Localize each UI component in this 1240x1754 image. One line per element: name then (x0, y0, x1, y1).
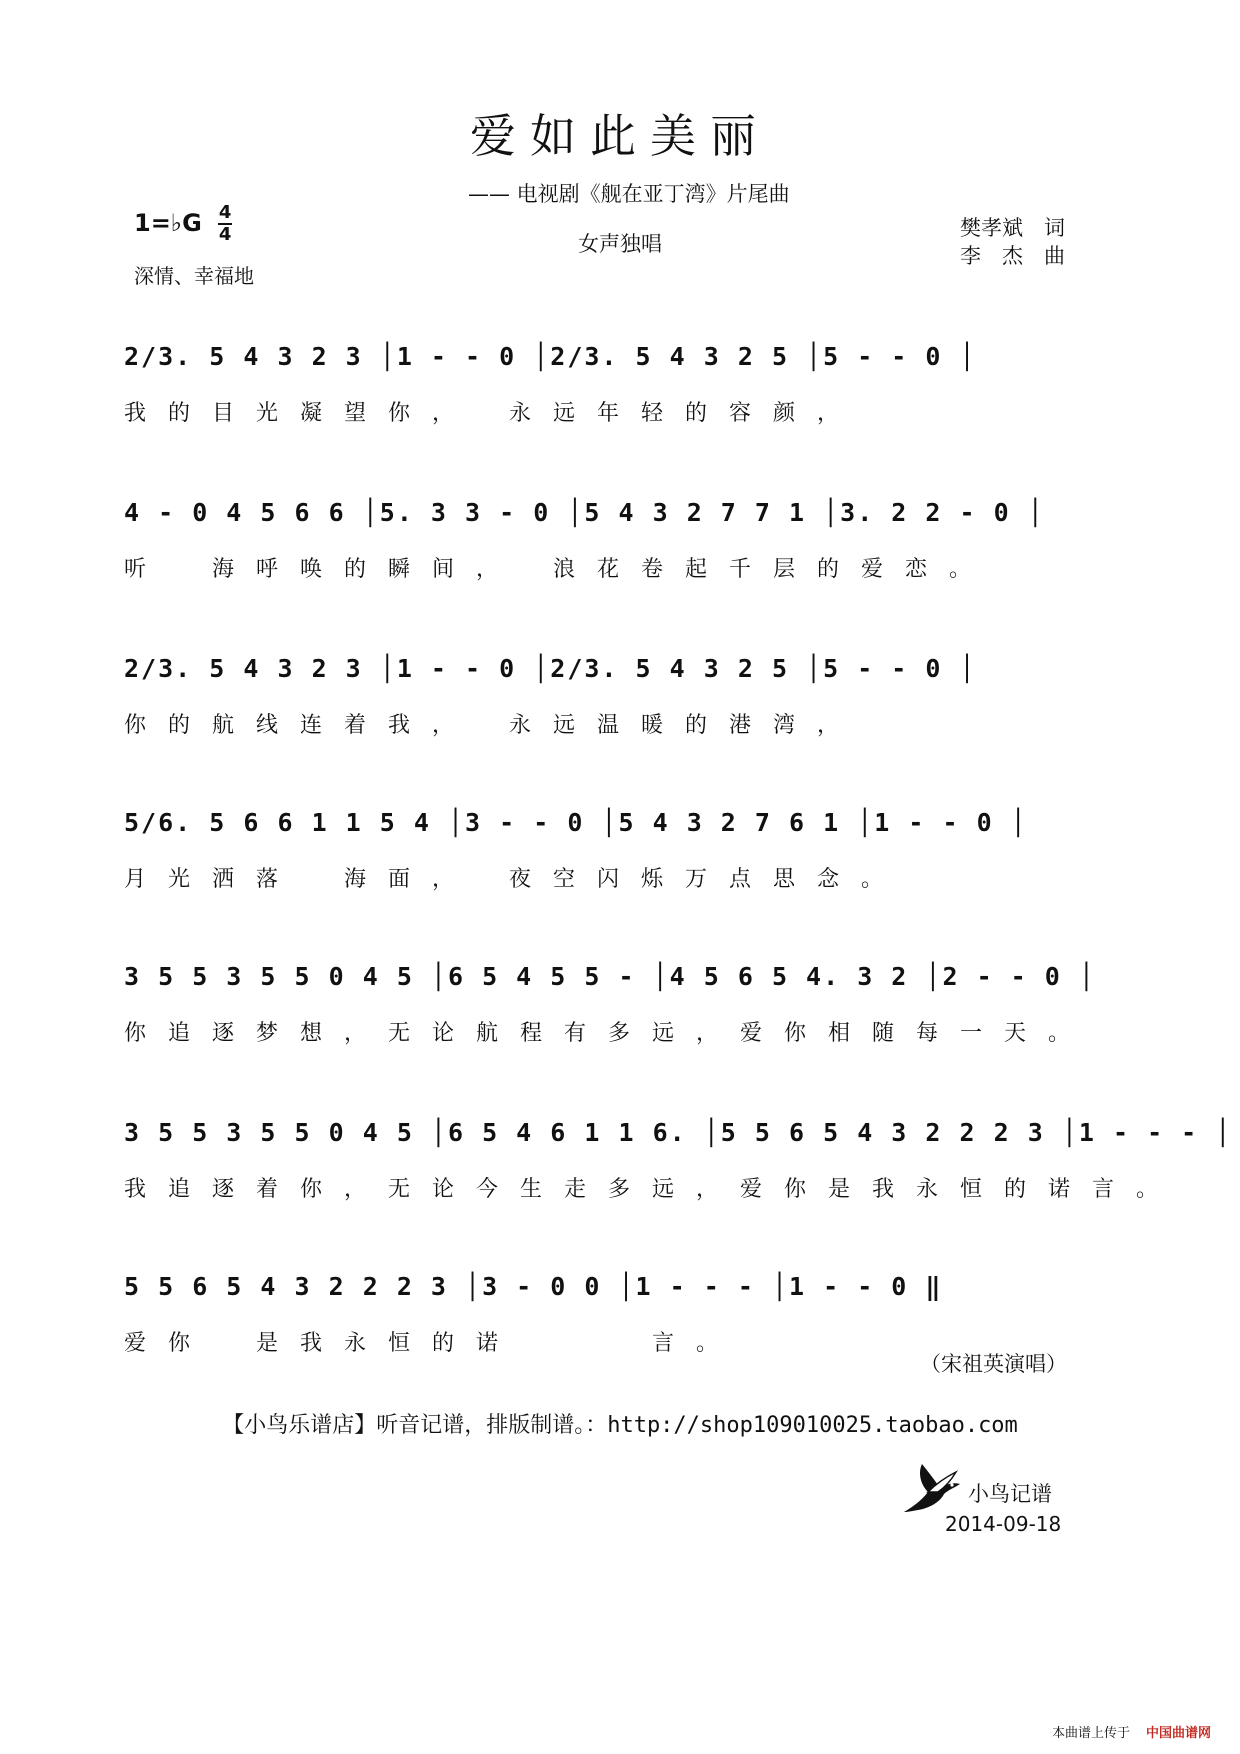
upload-note: 本曲谱上传于 (1052, 1726, 1131, 1741)
score-line-1-notes: 2/3. 5 4 3 2 3 │1 - - 0 │2/3. 5 4 3 2 5 │5 - - 0 │ (124, 342, 977, 371)
shop-footer (0, 1408, 1240, 1439)
tempo-mark: 深情、幸福地 (134, 264, 254, 288)
scribe-date: 2014-09-18 (945, 1512, 1062, 1536)
score-line-1-lyrics: 我的目光凝望你， 永远年轻的容颜， (124, 401, 862, 426)
score-line-7-notes: 5 5 6 5 4 3 2 2 2 3 │3 - 0 0 │1 - - - │1 - - 0 ‖ (124, 1272, 943, 1301)
score-line-4-notes: 5/6. 5 6 6 1 1 5 4 │3 - - 0 │5 4 3 2 7 6 1 │1 - - 0 │ (124, 808, 1028, 837)
shop-url-link[interactable]: http://shop109010025.taobao.com (607, 1413, 1018, 1438)
score-line-4-lyrics: 月光洒落 海面， 夜空闪烁万点思念。 (124, 867, 906, 892)
score-line-6-notes: 3 5 5 3 5 5 0 4 5 │6 5 4 6 1 1 6. │5 5 6 5 4 3 2 2 2 3 │1 - - - │ (124, 1118, 1233, 1147)
key-label: 1=♭G (134, 209, 202, 237)
score-line-3-notes: 2/3. 5 4 3 2 3 │1 - - 0 │2/3. 5 4 3 2 5 │5 - - 0 │ (124, 654, 977, 683)
shop-text: 【小鸟乐谱店】听音记谱，排版制谱。： (222, 1413, 608, 1438)
subtitle: —— 电视剧《舰在亚丁湾》片尾曲 (468, 182, 790, 206)
bird-logo-icon (900, 1462, 962, 1518)
meter-top: 4 (218, 202, 232, 223)
time-signature (218, 204, 232, 244)
performance-type: 女声独唱 (578, 232, 662, 256)
score-line-5-notes: 3 5 5 3 5 5 0 4 5 │6 5 4 5 5 - │4 5 6 5 4. 3 2 │2 - - 0 │ (124, 962, 1096, 991)
score-line-2-notes: 4 - 0 4 5 6 6 │5. 3 3 - 0 │5 4 3 2 7 7 1 │3. 2 2 - 0 │ (124, 498, 1045, 527)
score-line-6-lyrics: 我追逐着你，无论今生走多远，爱你是我永恒的诺言。 (124, 1177, 1181, 1202)
composer-credit: 李 杰 曲 (960, 244, 1065, 268)
site-logo[interactable]: 中国曲谱网 (1146, 1726, 1212, 1741)
meter-bottom: 4 (218, 224, 232, 245)
scribe-label: 小鸟记谱 (968, 1482, 1052, 1506)
score-line-3-lyrics: 你的航线连着我， 永远温暖的港湾， (124, 713, 862, 738)
key-signature (134, 204, 232, 244)
singer-credit: （宋祖英演唱） (920, 1352, 1067, 1376)
page-title: 爱如此美丽 (470, 109, 770, 163)
score-line-5-lyrics: 你追逐梦想，无论航程有多远，爱你相随每一天。 (124, 1021, 1093, 1046)
score-line-2-lyrics: 听 海呼唤的瞬间， 浪花卷起千层的爱恋。 (124, 557, 994, 582)
lyricist-credit: 樊孝斌 词 (960, 216, 1065, 240)
score-line-7-lyrics: 爱你 是我永恒的诺 言。 (124, 1331, 741, 1356)
